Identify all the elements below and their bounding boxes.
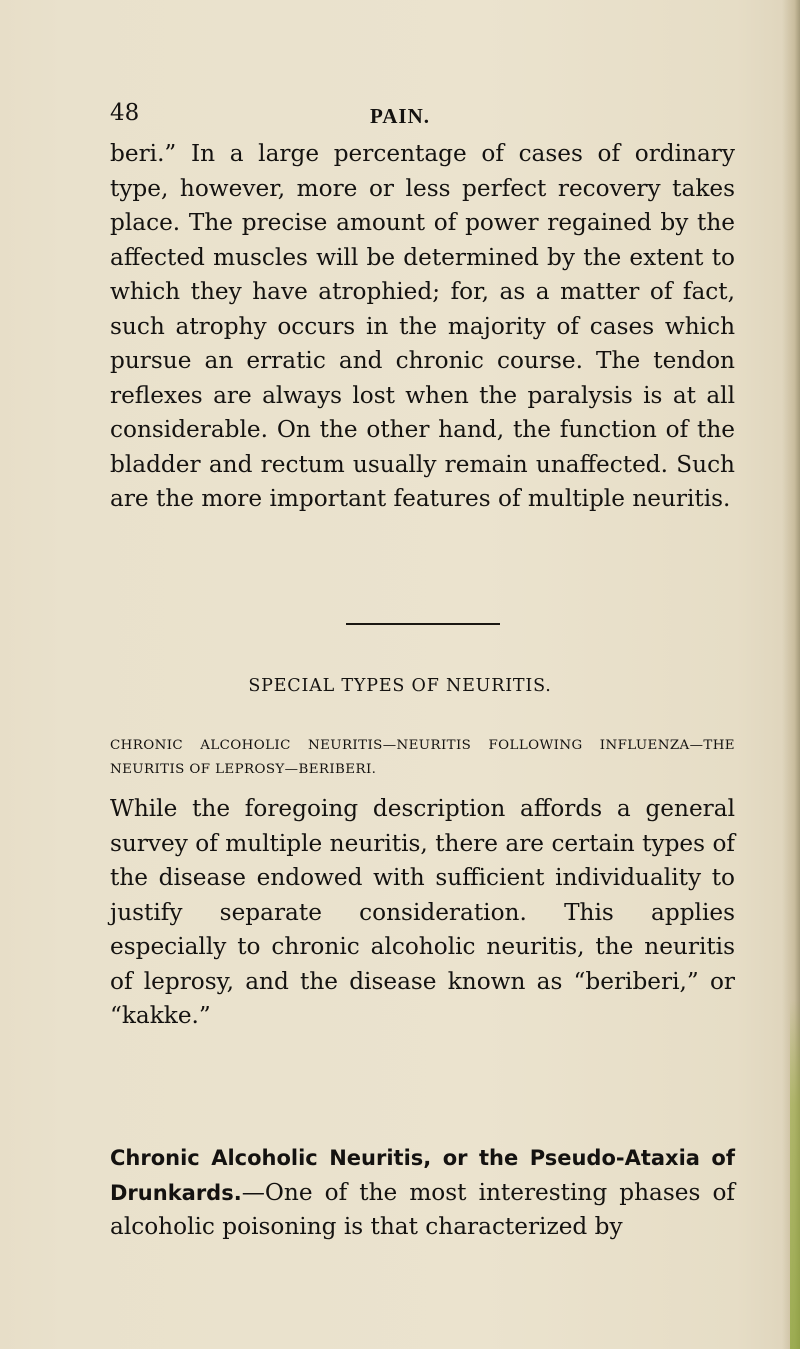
paragraph-chronic-alcoholic-neuritis <box>110 1141 735 1245</box>
paragraph-special-types-intro: While the foregoing description affords a general survey of multiple neuritis, there are certain types of the disease endowed with sufficient individuality to justify separate consideration. This applies especially to chronic alcoholic neuritis, the neuritis of leprosy, and the disease known as “beriberi,” or “kakke.” <box>110 795 735 1029</box>
run-in-heading: Chronic Alcoholic Neuritis, or the Pseudo-Ataxia of Drunkards. <box>110 1146 735 1205</box>
page-edge-stain <box>790 1000 800 1349</box>
section-title: SPECIAL TYPES OF NEURITIS. <box>248 676 552 696</box>
running-head: PAIN. <box>369 104 431 128</box>
section-divider <box>346 623 500 625</box>
paragraph-body-text: —One of the most interesting phases of alcoholic poisoning is that characterized by <box>110 1178 735 1240</box>
section-subheading: CHRONIC ALCOHOLIC NEURITIS—NEURITIS FOLLOWING INFLUENZA—THE NEURITIS OF LEPROSY—BERIBERI. <box>110 738 735 777</box>
paragraph-multiple-neuritis-recovery: beri.” In a large percentage of cases of ordinary type, however, more or less perfect recovery takes place. The precise amount of power regained by the affected muscles will be determined by the extent to which they have atrophied; for, as a matter of fact, such atrophy occurs in the majority of cases which pursue an erratic and chronic course. The tendon reflexes are always lost when the paralysis is at all considerable. On the other hand, the function of the bladder and rectum usually remain unaffected. Such are the more important features of multiple neuritis. <box>110 140 735 512</box>
page-number: 48 <box>110 100 140 126</box>
